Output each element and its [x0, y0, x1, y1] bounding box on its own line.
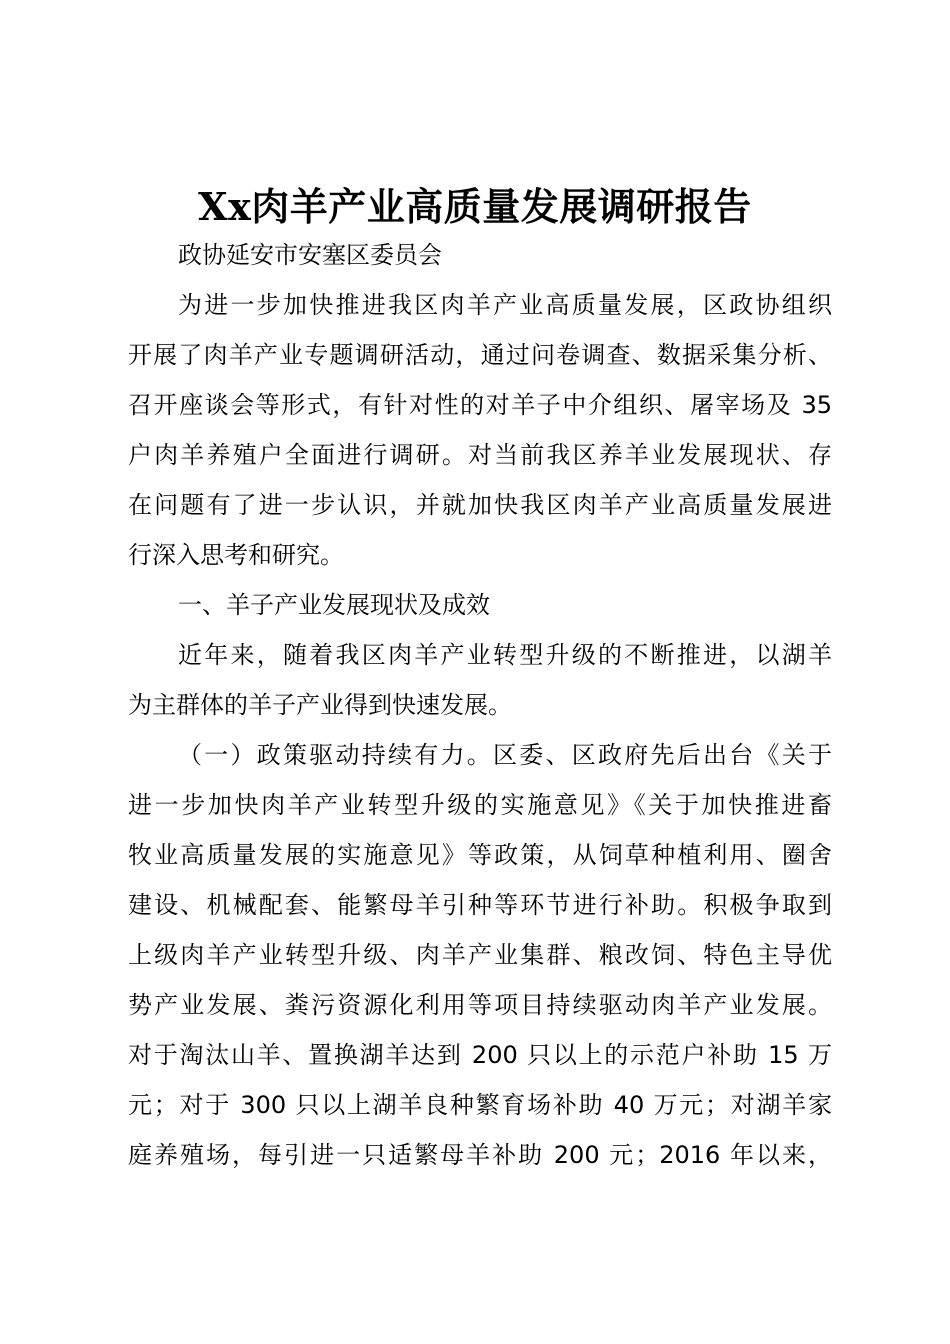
text-line: 牧业高质量发展的实施意见》等政策，从饲草种植利用、圈舍: [128, 841, 832, 869]
text-line: 庭养殖场，每引进一只适繁母羊补助 200 元；2016 年以来，: [128, 1141, 832, 1169]
paragraph-intro: [128, 280, 832, 580]
paragraph-recent-years: [128, 630, 832, 730]
text-line: （一）政策驱动持续有力。区委、区政府先后出台《关于: [178, 741, 832, 769]
text-line: 元；对于 300 只以上湖羊良种繁育场补助 40 万元；对湖羊家: [128, 1091, 832, 1119]
document-title: Xx肉羊产业高质量发展调研报告: [198, 184, 752, 229]
document-body: [128, 230, 832, 1180]
text-line: 为进一步加快推进我区肉羊产业高质量发展，区政协组织: [178, 291, 832, 319]
heading-line: 一、羊子产业发展现状及成效: [178, 591, 490, 619]
text-line: 户肉羊养殖户全面进行调研。对当前我区养羊业发展现状、存: [128, 441, 832, 469]
text-line: 在问题有了进一步认识，并就加快我区肉羊产业高质量发展进: [128, 491, 832, 519]
text-line: 近年来，随着我区肉羊产业转型升级的不断推进，以湖羊: [178, 641, 832, 669]
paragraph-policy: [128, 730, 832, 1180]
text-line: 建设、机械配套、能繁母羊引种等环节进行补助。积极争取到: [128, 891, 832, 919]
text-line: 召开座谈会等形式，有针对性的对羊子中介组织、屠宰场及 35: [128, 391, 832, 419]
text-line: 上级肉羊产业转型升级、肉羊产业集群、粮改饲、特色主导优: [128, 941, 832, 969]
text-line: 为主群体的羊子产业得到快速发展。: [128, 691, 512, 719]
text-line: 对于淘汰山羊、置换湖羊达到 200 只以上的示范户补助 15 万: [128, 1041, 832, 1069]
author-line: 政协延安市安塞区委员会: [178, 241, 442, 269]
text-line: 进一步加快肉羊产业转型升级的实施意见》《关于加快推进畜: [128, 791, 832, 819]
text-line: 势产业发展、粪污资源化利用等项目持续驱动肉羊产业发展。: [128, 991, 832, 1019]
text-line: 行深入思考和研究。: [128, 541, 344, 569]
section-heading: [128, 580, 832, 630]
text-line: 开展了肉羊产业专题调研活动，通过问卷调查、数据采集分析、: [128, 341, 832, 369]
